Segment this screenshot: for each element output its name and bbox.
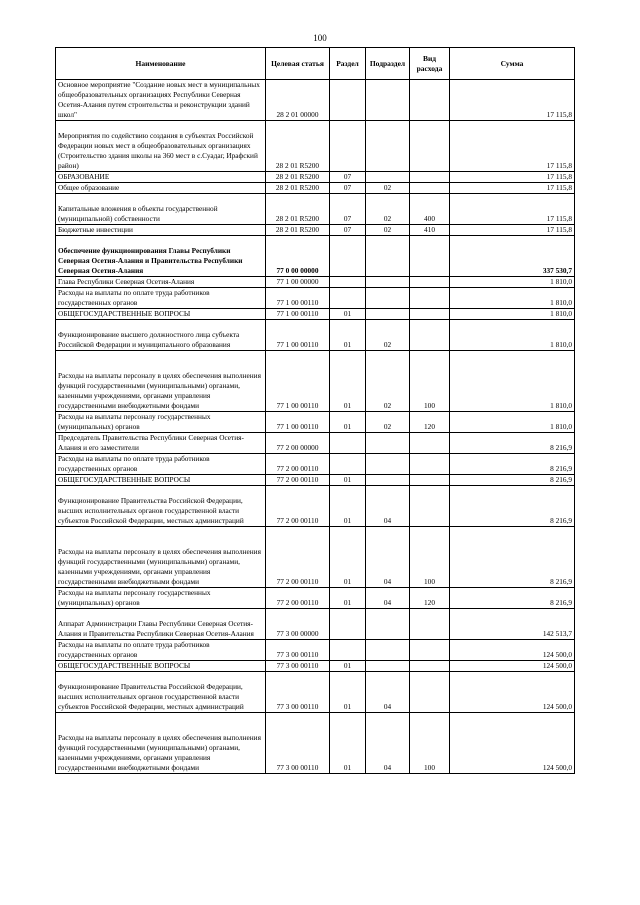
row-subsection [366, 454, 410, 475]
row-code: 77 1 00 00110 [266, 320, 330, 351]
row-section: 07 [330, 194, 366, 225]
row-sum: 8 216,9 [450, 486, 575, 527]
row-sum: 8 216,9 [450, 527, 575, 588]
row-name: ОБРАЗОВАНИЕ [56, 172, 266, 183]
row-subsection: 04 [366, 672, 410, 713]
row-section [330, 640, 366, 661]
row-section: 01 [330, 588, 366, 609]
header-sum: Сумма [450, 48, 575, 80]
row-code: 28 2 01 R5200 [266, 172, 330, 183]
row-code: 77 2 00 00110 [266, 527, 330, 588]
row-code: 77 3 00 00110 [266, 713, 330, 774]
row-sum: 124 500,0 [450, 713, 575, 774]
table-row [56, 672, 575, 713]
row-section [330, 121, 366, 172]
row-sum: 17 115,8 [450, 121, 575, 172]
row-code: 77 0 00 00000 [266, 236, 330, 277]
row-sum: 337 530,7 [450, 236, 575, 277]
row-sum: 1 810,0 [450, 277, 575, 288]
row-subsection: 02 [366, 194, 410, 225]
table-row [56, 588, 575, 609]
row-subsection: 02 [366, 320, 410, 351]
row-name: Расходы на выплаты персоналу государственных (муниципальных) органов [56, 588, 266, 609]
row-expense-type: 100 [410, 527, 450, 588]
row-name: Основное мероприятие "Создание новых мест в муниципальных общеобразовательных организациях Республики Северная Осетия-Алания путем строительства и реконструкции зданий школ" [56, 80, 266, 121]
row-code: 77 1 00 00110 [266, 412, 330, 433]
row-subsection [366, 288, 410, 309]
table-row [56, 412, 575, 433]
page-number: 100 [313, 33, 327, 43]
row-expense-type: 400 [410, 194, 450, 225]
row-code: 77 3 00 00000 [266, 609, 330, 640]
row-subsection: 02 [366, 412, 410, 433]
row-expense-type [410, 80, 450, 121]
row-name: Расходы на выплаты персоналу государственных (муниципальных) органов [56, 412, 266, 433]
row-section: 01 [330, 475, 366, 486]
row-code: 28 2 01 R5200 [266, 121, 330, 172]
row-expense-type: 120 [410, 588, 450, 609]
table-row [56, 183, 575, 194]
table-row [56, 527, 575, 588]
row-code: 77 1 00 00110 [266, 288, 330, 309]
table-row [56, 194, 575, 225]
row-expense-type [410, 640, 450, 661]
row-name: Мероприятия по содействию создания в субъектах Российской Федерации новых мест в общеобразовательных организациях (Строительство здания школы на 360 мест в с.Суадаг, Ирафский район) [56, 121, 266, 172]
row-name: Расходы на выплаты персоналу в целях обеспечения выполнения функций государственными (муниципальными) органами, казенными учреждениями, органами управления государственными внебюджетными фондами [56, 351, 266, 412]
row-name: ОБЩЕГОСУДАРСТВЕННЫЕ ВОПРОСЫ [56, 309, 266, 320]
row-sum: 8 216,9 [450, 454, 575, 475]
row-expense-type [410, 183, 450, 194]
row-expense-type [410, 288, 450, 309]
table-row [56, 121, 575, 172]
row-sum: 1 810,0 [450, 412, 575, 433]
row-sum: 17 115,8 [450, 194, 575, 225]
row-sum: 1 810,0 [450, 288, 575, 309]
row-subsection [366, 640, 410, 661]
row-code: 77 3 00 00110 [266, 661, 330, 672]
row-subsection: 04 [366, 588, 410, 609]
table-header-row [56, 48, 575, 80]
header-expense-type: Вид расхода [410, 48, 450, 80]
row-section: 01 [330, 527, 366, 588]
row-sum: 142 513,7 [450, 609, 575, 640]
row-name: Расходы на выплаты персоналу в целях обеспечения выполнения функций государственными (муниципальными) органами, казенными учреждениями, органами управления государственными внебюджетными фондами [56, 713, 266, 774]
row-code: 77 3 00 00110 [266, 672, 330, 713]
row-subsection: 04 [366, 486, 410, 527]
row-name: ОБЩЕГОСУДАРСТВЕННЫЕ ВОПРОСЫ [56, 661, 266, 672]
budget-table [55, 47, 575, 774]
row-sum: 17 115,8 [450, 183, 575, 194]
row-subsection: 02 [366, 183, 410, 194]
table-row [56, 486, 575, 527]
row-code: 77 2 00 00110 [266, 588, 330, 609]
row-expense-type: 100 [410, 713, 450, 774]
row-subsection [366, 475, 410, 486]
row-code: 28 2 01 R5200 [266, 183, 330, 194]
table-row [56, 172, 575, 183]
row-subsection [366, 277, 410, 288]
row-section [330, 288, 366, 309]
table-body [56, 80, 575, 774]
row-sum: 8 216,9 [450, 433, 575, 454]
row-sum: 17 115,8 [450, 225, 575, 236]
row-expense-type [410, 121, 450, 172]
row-name: Общее образование [56, 183, 266, 194]
table-row [56, 351, 575, 412]
row-name: Расходы на выплаты по оплате труда работников государственных органов [56, 288, 266, 309]
row-subsection [366, 80, 410, 121]
row-section: 01 [330, 412, 366, 433]
table-row [56, 609, 575, 640]
row-section: 01 [330, 486, 366, 527]
row-section [330, 454, 366, 475]
row-expense-type: 410 [410, 225, 450, 236]
row-code: 77 2 00 00110 [266, 454, 330, 475]
table-row [56, 80, 575, 121]
row-expense-type [410, 661, 450, 672]
row-expense-type [410, 320, 450, 351]
row-expense-type [410, 672, 450, 713]
row-sum: 124 500,0 [450, 640, 575, 661]
row-code: 28 2 01 00000 [266, 80, 330, 121]
row-code: 28 2 01 R5200 [266, 194, 330, 225]
row-expense-type [410, 454, 450, 475]
row-name: Председатель Правительства Республики Северная Осетия-Алания и его заместители [56, 433, 266, 454]
table-row [56, 661, 575, 672]
row-section: 01 [330, 309, 366, 320]
row-subsection [366, 121, 410, 172]
row-expense-type [410, 172, 450, 183]
row-sum: 17 115,8 [450, 172, 575, 183]
table-row [56, 320, 575, 351]
row-subsection: 04 [366, 527, 410, 588]
table-row [56, 475, 575, 486]
row-expense-type [410, 609, 450, 640]
row-subsection: 02 [366, 225, 410, 236]
row-code: 77 2 00 00000 [266, 433, 330, 454]
row-name: Расходы на выплаты по оплате труда работников государственных органов [56, 640, 266, 661]
row-sum: 124 500,0 [450, 672, 575, 713]
table-row [56, 225, 575, 236]
row-code: 77 3 00 00110 [266, 640, 330, 661]
row-name: Аппарат Администрации Главы Республики Северная Осетия-Алания и Правительства Республики Северная Осетия-Алания [56, 609, 266, 640]
table-row [56, 288, 575, 309]
row-code: 77 1 00 00110 [266, 309, 330, 320]
row-subsection [366, 236, 410, 277]
table-row [56, 236, 575, 277]
row-expense-type [410, 475, 450, 486]
row-name: Обеспечение функционирования Главы Республики Северная Осетия-Алания и Правительства Республики Северная Осетия-Алания [56, 236, 266, 277]
row-subsection: 04 [366, 713, 410, 774]
row-expense-type: 100 [410, 351, 450, 412]
row-section: 01 [330, 713, 366, 774]
row-subsection: 02 [366, 351, 410, 412]
table-row [56, 277, 575, 288]
row-name: Расходы на выплаты персоналу в целях обеспечения выполнения функций государственными (муниципальными) органами, казенными учреждениями, органами управления государственными внебюджетными фондами [56, 527, 266, 588]
row-section [330, 236, 366, 277]
header-code: Целевая статья [266, 48, 330, 80]
row-section: 01 [330, 320, 366, 351]
row-code: 28 2 01 R5200 [266, 225, 330, 236]
row-expense-type [410, 486, 450, 527]
header-subsection: Подраздел [366, 48, 410, 80]
row-code: 77 1 00 00110 [266, 351, 330, 412]
row-section [330, 609, 366, 640]
row-sum: 124 500,0 [450, 661, 575, 672]
row-sum: 8 216,9 [450, 588, 575, 609]
row-section: 07 [330, 183, 366, 194]
row-name: Глава Республики Северная Осетия-Алания [56, 277, 266, 288]
row-section: 07 [330, 225, 366, 236]
row-sum: 8 216,9 [450, 475, 575, 486]
row-section [330, 433, 366, 454]
row-subsection [366, 609, 410, 640]
row-expense-type: 120 [410, 412, 450, 433]
row-sum: 1 810,0 [450, 320, 575, 351]
table-row [56, 433, 575, 454]
row-name: Бюджетные инвестиции [56, 225, 266, 236]
row-code: 77 2 00 00110 [266, 486, 330, 527]
row-expense-type [410, 309, 450, 320]
header-name: Наименование [56, 48, 266, 80]
header-section: Раздел [330, 48, 366, 80]
row-section: 01 [330, 672, 366, 713]
row-section: 01 [330, 661, 366, 672]
row-subsection [366, 172, 410, 183]
row-name: Расходы на выплаты по оплате труда работников государственных органов [56, 454, 266, 475]
row-name: ОБЩЕГОСУДАРСТВЕННЫЕ ВОПРОСЫ [56, 475, 266, 486]
row-code: 77 1 00 00000 [266, 277, 330, 288]
table-row [56, 713, 575, 774]
row-name: Функционирование Правительства Российской Федерации, высших исполнительных органов государственной власти субъектов Российской Федерации, местных администраций [56, 486, 266, 527]
row-subsection [366, 309, 410, 320]
row-section [330, 277, 366, 288]
row-subsection [366, 433, 410, 454]
row-sum: 1 810,0 [450, 351, 575, 412]
row-name: Функционирование высшего должностного лица субъекта Российской Федерации и муниципального образования [56, 320, 266, 351]
row-expense-type [410, 277, 450, 288]
row-section: 07 [330, 172, 366, 183]
row-expense-type [410, 236, 450, 277]
row-sum: 17 115,8 [450, 80, 575, 121]
row-subsection [366, 661, 410, 672]
table-row [56, 309, 575, 320]
row-name: Капитальные вложения в объекты государственной (муниципальной) собственности [56, 194, 266, 225]
row-sum: 1 810,0 [450, 309, 575, 320]
row-section: 01 [330, 351, 366, 412]
row-name: Функционирование Правительства Российской Федерации, высших исполнительных органов государственной власти субъектов Российской Федерации, местных администраций [56, 672, 266, 713]
row-section [330, 80, 366, 121]
table-row [56, 640, 575, 661]
row-code: 77 2 00 00110 [266, 475, 330, 486]
row-expense-type [410, 433, 450, 454]
table-row [56, 454, 575, 475]
